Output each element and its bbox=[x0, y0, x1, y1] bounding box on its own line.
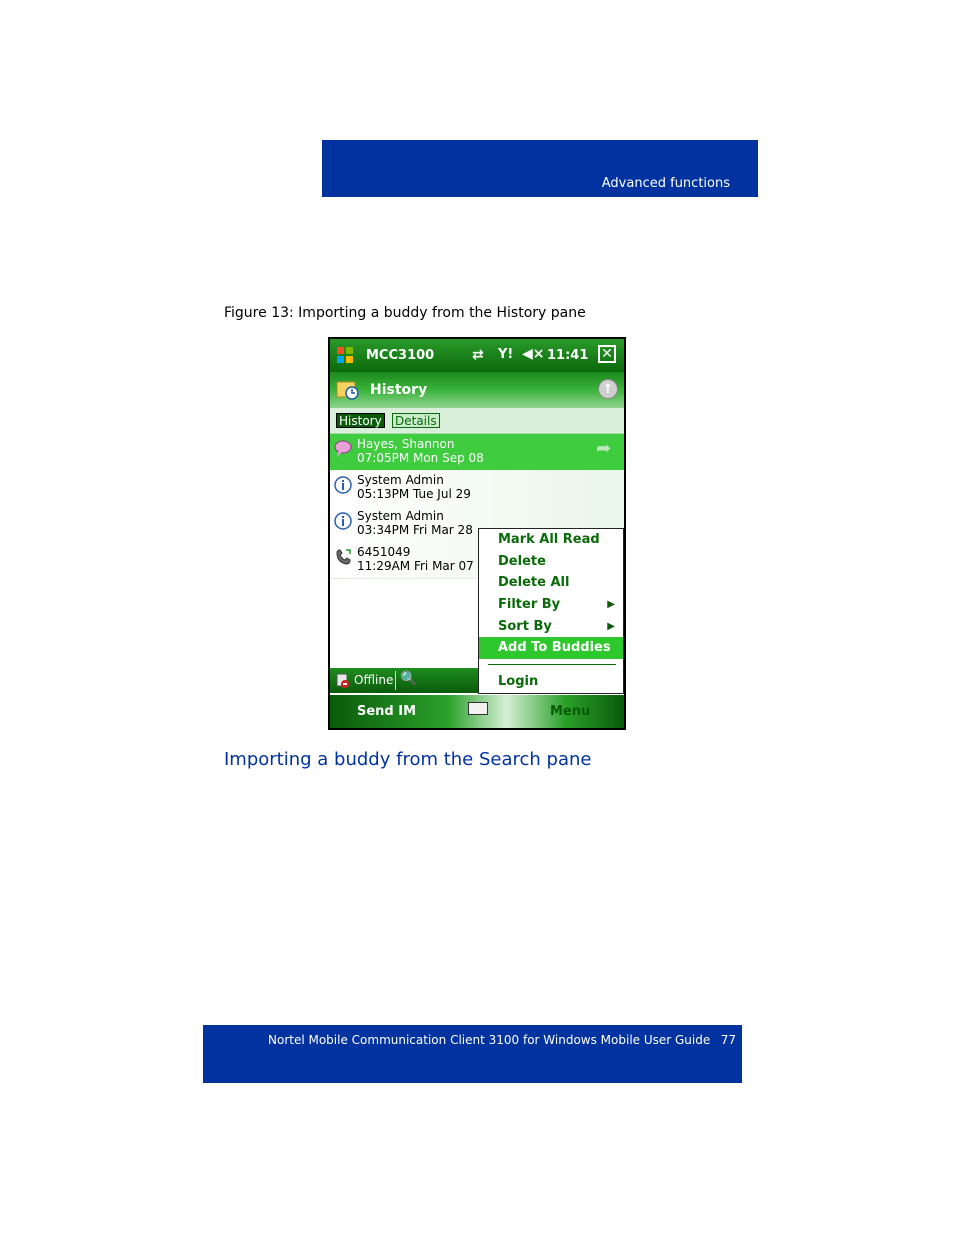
history-row[interactable] bbox=[330, 434, 624, 470]
row-time: 11:29AM Fri Mar 07 bbox=[357, 559, 474, 573]
softkey-bar bbox=[330, 695, 624, 728]
offline-status-icon[interactable] bbox=[336, 672, 350, 688]
device-screenshot bbox=[328, 337, 626, 730]
menu-item-label: Filter By bbox=[498, 597, 561, 612]
row-name: System Admin bbox=[357, 509, 444, 523]
submenu-arrow-icon: ▶ bbox=[607, 621, 615, 632]
signal-icon[interactable]: Y! bbox=[498, 347, 514, 362]
title-bar bbox=[330, 339, 624, 372]
info-icon bbox=[334, 512, 352, 530]
menu-item-label: Sort By bbox=[498, 619, 552, 634]
document-title: Nortel Mobile Communication Client 3100 for Windows Mobile User Guide bbox=[268, 1033, 711, 1047]
pane-title: History bbox=[370, 382, 428, 398]
connectivity-icon[interactable]: ⇄ bbox=[472, 347, 484, 363]
menu-separator bbox=[488, 664, 616, 665]
volume-muted-icon[interactable]: ◀× bbox=[522, 346, 545, 362]
header-band bbox=[322, 140, 758, 197]
up-arrow-icon[interactable]: ↑ bbox=[598, 379, 618, 399]
presence-status[interactable]: Offline bbox=[354, 673, 394, 687]
clock[interactable]: 11:41 bbox=[547, 348, 589, 363]
forward-arrow-icon[interactable]: ➦ bbox=[596, 438, 612, 459]
history-folder-icon bbox=[336, 377, 360, 401]
menu-item-label: Delete All bbox=[498, 575, 570, 590]
menu-item-sort-by[interactable] bbox=[479, 616, 623, 638]
row-name: Hayes, Shannon bbox=[357, 437, 455, 451]
close-button[interactable]: ✕ bbox=[598, 345, 616, 363]
menu-item-label: Mark All Read bbox=[498, 532, 600, 547]
menu-item-label: Add To Buddies bbox=[498, 640, 611, 655]
tab-details[interactable]: Details bbox=[392, 413, 440, 428]
menu-item-label: Login bbox=[498, 674, 539, 689]
row-time: 07:05PM Mon Sep 08 bbox=[357, 451, 484, 465]
im-bubble-icon bbox=[334, 440, 352, 458]
menu-item-mark-all-read[interactable] bbox=[479, 529, 623, 551]
row-time: 03:34PM Fri Mar 28 bbox=[357, 523, 473, 537]
app-title: MCC3100 bbox=[366, 348, 435, 363]
menu-item-delete[interactable] bbox=[479, 551, 623, 573]
status-divider bbox=[395, 671, 396, 690]
section-heading: Importing a buddy from the Search pane bbox=[224, 749, 592, 770]
row-name: 6451049 bbox=[357, 545, 411, 559]
tab-history[interactable]: History bbox=[336, 413, 385, 428]
history-row[interactable] bbox=[330, 470, 624, 507]
search-icon[interactable]: 🔍 bbox=[400, 671, 418, 687]
phone-icon bbox=[334, 548, 352, 566]
info-icon bbox=[334, 476, 352, 494]
menu-item-login[interactable] bbox=[479, 671, 623, 693]
section-title: Advanced functions bbox=[601, 176, 730, 191]
menu-item-label: Delete bbox=[498, 554, 546, 569]
pane-header bbox=[330, 372, 624, 408]
row-time: 05:13PM Tue Jul 29 bbox=[357, 487, 471, 501]
page-number: 77 bbox=[720, 1033, 736, 1047]
keyboard-icon[interactable] bbox=[468, 702, 488, 715]
menu-item-add-to-buddies[interactable] bbox=[479, 637, 623, 659]
send-im-softkey[interactable]: Send IM bbox=[357, 704, 417, 719]
windows-start-icon[interactable] bbox=[336, 346, 354, 364]
footer-band bbox=[203, 1025, 742, 1083]
context-menu bbox=[478, 528, 624, 694]
figure-caption: Figure 13: Importing a buddy from the History pane bbox=[224, 305, 586, 321]
menu-item-filter-by[interactable] bbox=[479, 594, 623, 616]
menu-item-delete-all[interactable] bbox=[479, 572, 623, 594]
submenu-arrow-icon: ▶ bbox=[607, 599, 615, 610]
menu-softkey[interactable]: Menu bbox=[550, 704, 591, 719]
tab-strip bbox=[330, 408, 624, 434]
row-name: System Admin bbox=[357, 473, 444, 487]
